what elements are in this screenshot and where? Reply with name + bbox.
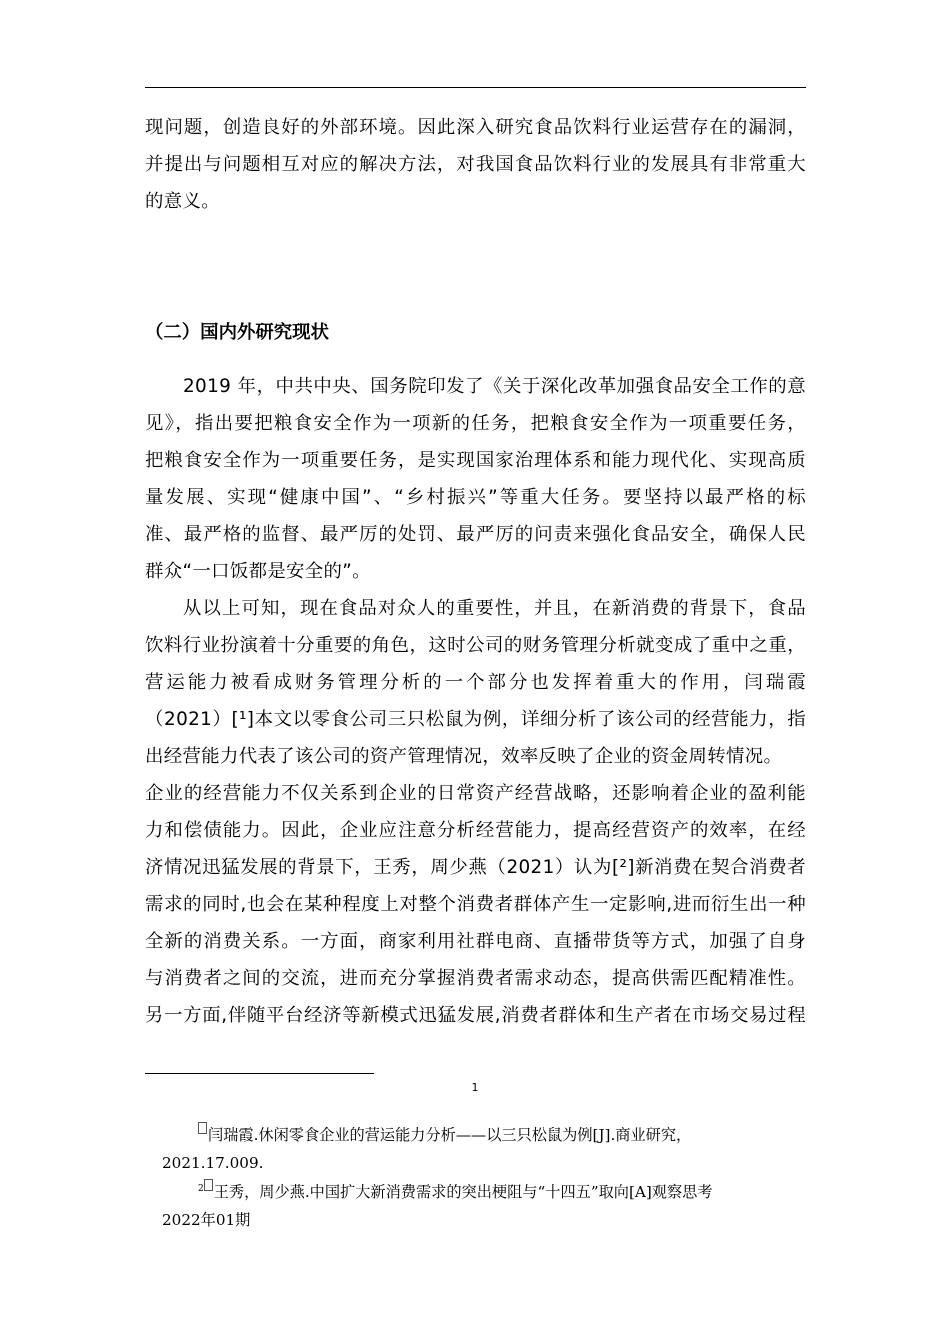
footnote-2-continuation: 2022年01期 — [162, 1211, 251, 1229]
footnote-1-text: 闫瑞霞.休闲零食企业的营运能力分析——以三只松鼠为例[J].商业研究， — [208, 1126, 692, 1144]
header-rule — [145, 87, 806, 88]
paragraph1-line-1: 2019 年，中共中央、国务院印发了《关于深化改革加强食品安全工作的意 — [183, 376, 806, 397]
paragraph2-line-3: 营运能力被看成财务管理分析的一个部分也发挥着重大的作用，闫瑞霞 — [145, 672, 806, 693]
paragraph2-line-9: 需求的同时,也会在某种程度上对整个消费者群体产生一定影响,进而衍生出一种 — [145, 894, 806, 915]
paragraph2-line-7: 力和偿债能力。因此，企业应注意分析经营能力，提高经营资产的效率，在经 — [145, 820, 806, 841]
footnote-2-mark: 2 — [198, 1183, 204, 1194]
paragraph2-line-2: 饮料行业扮演着十分重要的角色，这时公司的财务管理分析就变成了重中之重， — [145, 635, 806, 656]
paragraph2-line-8: 济情况迅猛发展的背景下，王秀，周少燕（2021）认为[²]新消费在契合消费者 — [145, 857, 806, 878]
footnote-marker-box — [204, 1179, 213, 1191]
page-number: 1 — [471, 1081, 479, 1094]
footnote-separator — [145, 1073, 374, 1074]
paragraph1-line-5: 准、最严格的监督、最严厉的处罚、最严厉的问责来强化食品安全，确保人民 — [145, 524, 806, 545]
paragraph1-line-4: 量发展、实现“健康中国”、“乡村振兴”等重大任务。要坚持以最严格的标 — [145, 487, 806, 508]
footnote-2-text: 王秀，周少燕.中国扩大新消费需求的突出梗阻与“十四五”取向[A]观察思考 — [213, 1183, 713, 1201]
footnote-1 — [198, 1121, 691, 1149]
paragraph2-line-10: 全新的消费关系。一方面，商家利用社群电商、直播带货等方式，加强了自身 — [145, 931, 806, 952]
paragraph2-line-5: 出经营能力代表了该公司的资产管理情况，效率反映了企业的资金周转情况。 — [145, 746, 783, 767]
paragraph2-line-12: 另一方面,伴随平台经济等新模式迅猛发展,消费者群体和生产者在市场交易过程 — [145, 1005, 806, 1026]
paragraph1-line-3: 把粮食安全作为一项重要任务，是实现国家治理体系和能力现代化、实现高质 — [145, 450, 806, 471]
paragraph2-line-6: 企业的经营能力不仅关系到企业的日常资产经营战略，还影响着企业的盈利能 — [145, 783, 806, 804]
footnote-2 — [198, 1178, 713, 1206]
paragraph2-line-11: 与消费者之间的交流，进而充分掌握消费者需求动态，提高供需匹配精准性。 — [145, 968, 806, 989]
paragraph2-line-4: （2021）[¹]本文以零食公司三只松鼠为例，详细分析了该公司的经营能力，指 — [145, 709, 806, 730]
footnote-marker-box — [198, 1122, 207, 1134]
intro-line-3: 的意义。 — [145, 191, 220, 212]
section-heading: （二）国内外研究现状 — [145, 322, 329, 343]
intro-line-2: 并提出与问题相互对应的解决方法，对我国食品饮料行业的发展具有非常重大 — [145, 154, 806, 175]
paragraph1-line-2: 见》，指出要把粮食安全作为一项新的任务，把粮食安全作为一项重要任务， — [145, 413, 806, 434]
intro-line-1: 现问题，创造良好的外部环境。因此深入研究食品饮料行业运营存在的漏洞， — [145, 117, 806, 138]
paragraph2-line-1: 从以上可知，现在食品对众人的重要性，并且，在新消费的背景下，食品 — [183, 598, 806, 619]
footnote-1-continuation: 2021.17.009. — [162, 1154, 264, 1172]
paragraph1-line-6: 群众“一口饭都是安全的”。 — [145, 561, 371, 582]
